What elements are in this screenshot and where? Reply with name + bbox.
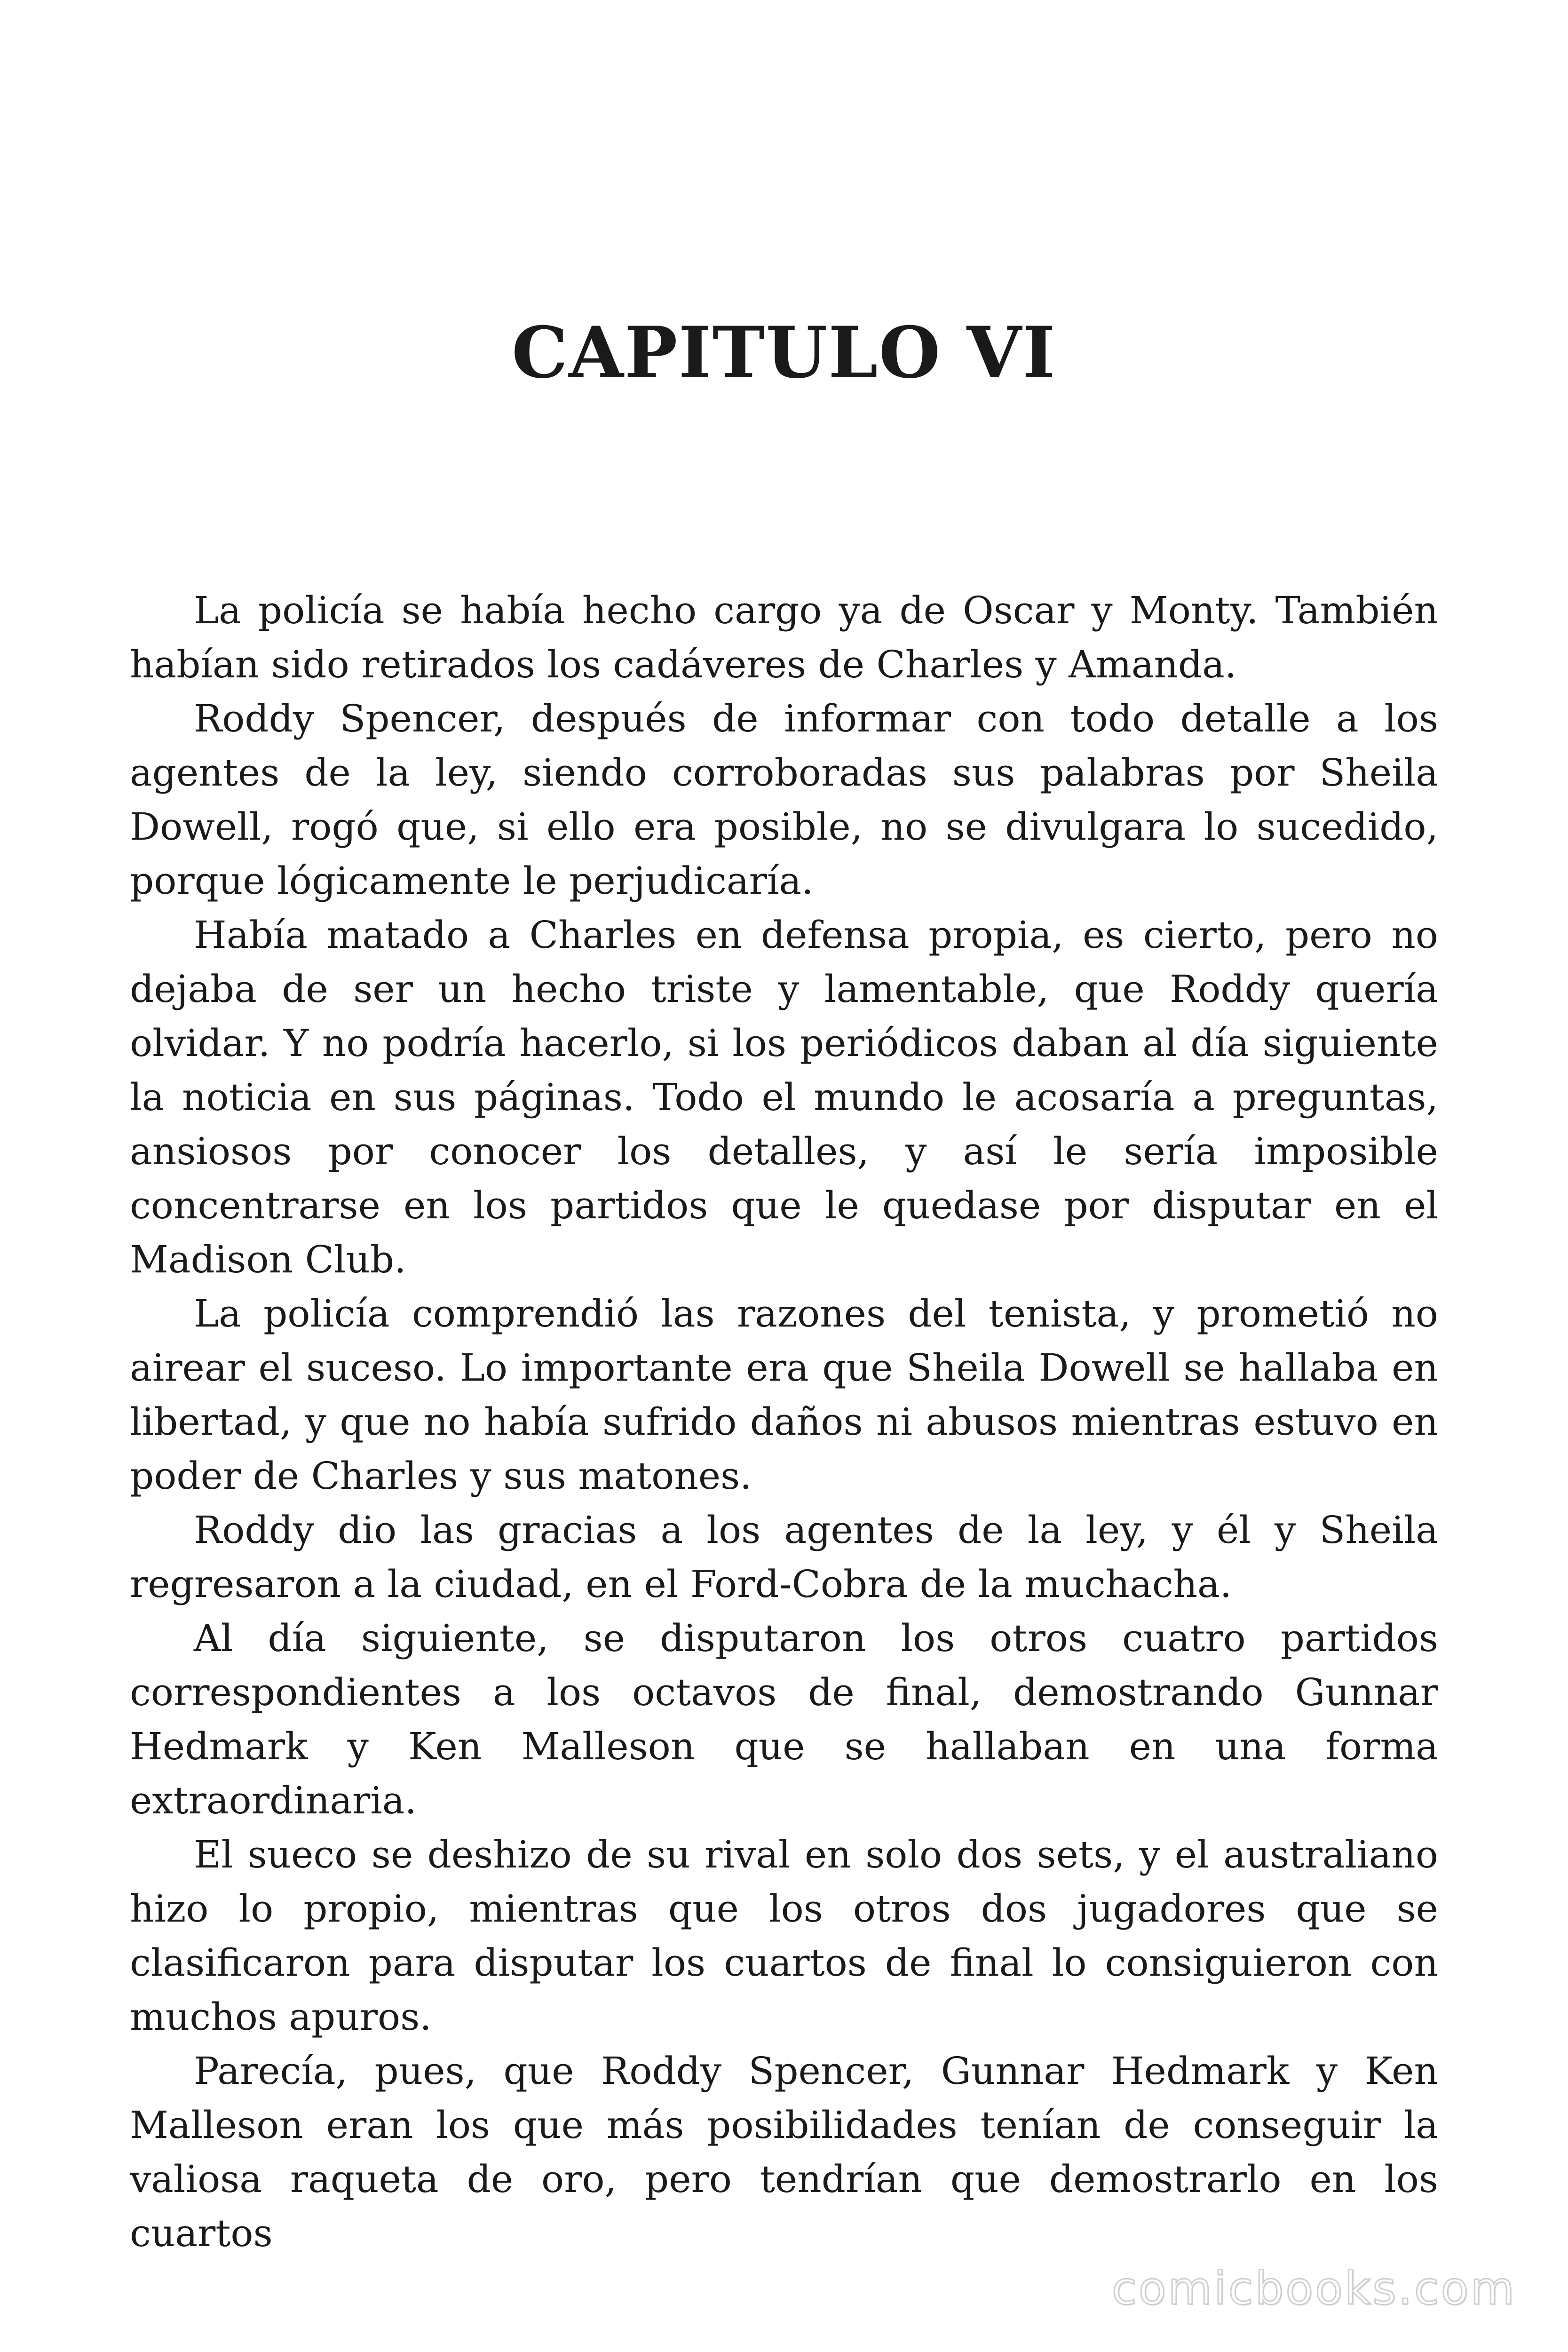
paragraph: Había matado a Charles en defensa propia, es cierto, pero no dejaba de ser un hecho triste y lamentable, que Roddy quería olvidar. Y no podría hacerlo, si los periódicos daban al día siguiente la noticia en sus páginas. Todo el mundo le acosaría a preguntas, ansiosos por conocer los detalles, y así le sería imposible concentrarse en los partidos que le quedase por disputar en el Madison Club. bbox=[130, 913, 1438, 1281]
paragraph: Roddy dio las gracias a los agentes de la ley, y él y Sheila regresaron a la ciudad, en el Ford-Cobra de la muchacha. bbox=[130, 1508, 1438, 1606]
chapter-title: CAPITULO VI bbox=[511, 311, 1057, 394]
paragraph: El sueco se deshizo de su rival en solo dos sets, y el australiano hizo lo propio, mientras que los otros dos jugadores que se clasificaron para disputar los cuartos de final lo consiguieron con muchos apuros. bbox=[130, 1833, 1438, 2039]
chapter-body bbox=[130, 583, 1438, 2260]
paragraph: Parecía, pues, que Roddy Spencer, Gunnar Hedmark y Ken Malleson eran los que más posibilidades tenían de conseguir la valiosa raqueta de oro, pero tendrían que demostrarlo en los cuartos bbox=[130, 2049, 1438, 2255]
paragraph: Al día siguiente, se disputaron los otros cuatro partidos correspondientes a los octavos de final, demostrando Gunnar Hedmark y Ken Malleson que se hallaban en una forma extraordinaria. bbox=[130, 1616, 1438, 1822]
paragraph: La policía se había hecho cargo ya de Oscar y Monty. También habían sido retirados los cadáveres de Charles y Amanda. bbox=[130, 588, 1438, 686]
paragraph: Roddy Spencer, después de informar con todo detalle a los agentes de la ley, siendo corroboradas sus palabras por Sheila Dowell, rogó que, si ello era posible, no se divulgara lo sucedido, porque lógicamente le perjudicaría. bbox=[130, 697, 1438, 903]
watermark: comicbooks.com bbox=[1111, 2262, 1516, 2315]
paragraph: La policía comprendió las razones del tenista, y prometió no airear el suceso. Lo importante era que Sheila Dowell se hallaba en libertad, y que no había sufrido daños ni abusos mientras estuvo en poder de Charles y sus matones. bbox=[130, 1292, 1438, 1498]
